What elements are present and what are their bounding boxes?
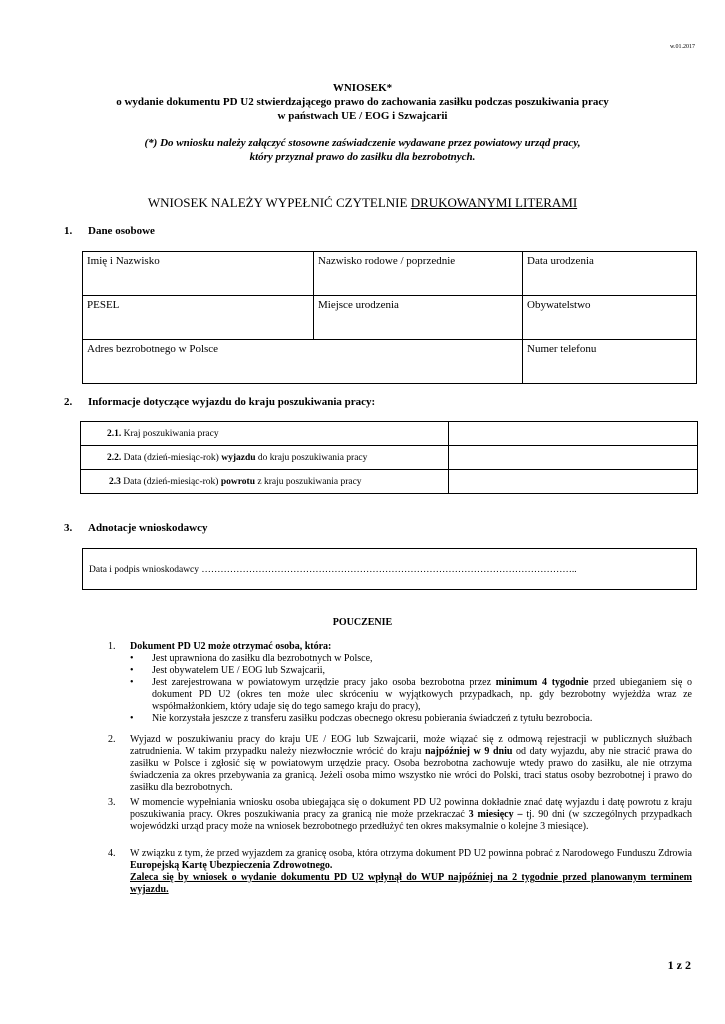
section-2-heading: 2. Informacje dotyczące wyjazdu do kraju poszukiwania pracy: bbox=[64, 396, 376, 408]
instruction-item-3: 3. W momencie wypełniania wniosku osoba ubiegająca się o dokument PD U2 powinna dokładnie znać datę wyjazdu i datę powrotu z kraju poszukiwania pracy. Okres poszukiwania pracy za granicą nie może przekraczać 3 miesięcy – tj. 90 dni (w szczególnych przypadkach wojewódzki urząd pracy może na wniosek bezrobotnego przedłużyć ten okres maksymalnie o kolejne 3 miesiące). bbox=[108, 797, 692, 832]
attachment-note: (*) Do wniosku należy załączyć stosowne zaświadczenie wydawane przez powiatowy urząd pracy, bbox=[144, 137, 581, 149]
departure-date-input[interactable] bbox=[449, 446, 698, 470]
travel-info-table bbox=[80, 421, 698, 494]
phone-field[interactable]: Numer telefonu bbox=[523, 340, 697, 384]
pesel-field[interactable]: PESEL bbox=[83, 296, 314, 340]
submission-advice: Zaleca się by wniosek o wydanie dokumentu PD U2 wpłynął do WUP najpóźniej na 2 tygodnie przed planowanym terminem wyjazdu. bbox=[130, 872, 692, 895]
instruction-item-2: 2. Wyjazd w poszukiwaniu pracy do kraju UE / EOG lub Szwajcarii, może wiązać się z odmową rejestracji w publicznych służbach zatrudnienia. W takim przypadku należy niezwłocznie wrócić do kraju najpóźniej w 9 dniu od daty wyjazdu, aby nie stracić prawa do zasiłku w Polsce i zgłosić się w powiatowym urzędzie pracy. Osoba bezrobotna zachowuje wtedy prawo do zasiłku, ale nie otrzyma świadczenia za okres przebywania za granicą. Jeżeli osoba mimo wszystko nie wróci do Polski, traci status osoby bezrobotnej i prawo do zasiłku dla bezrobotnych. bbox=[108, 734, 692, 793]
country-label: 2.1. Kraj poszukiwania pracy bbox=[81, 422, 449, 446]
personal-data-table bbox=[82, 251, 697, 384]
form-subtitle-countries: w państwach UE / EOG i Szwajcarii bbox=[277, 110, 448, 122]
birth-place-field[interactable]: Miejsce urodzenia bbox=[314, 296, 523, 340]
attachment-note-cont: który przyznał prawo do zasiłku dla bezrobotnych. bbox=[249, 151, 476, 163]
signature-box[interactable] bbox=[82, 548, 697, 590]
return-date-input[interactable] bbox=[449, 470, 698, 494]
citizenship-field[interactable]: Obywatelstwo bbox=[523, 296, 697, 340]
departure-date-label: 2.2. Data (dzień-miesiąc-rok) wyjazdu do kraju poszukiwania pracy bbox=[81, 446, 449, 470]
name-field[interactable]: Imię i Nazwisko bbox=[83, 252, 314, 296]
signature-label: Data i podpis wnioskodawcy ……………………………………………………………………………………………………….. bbox=[89, 565, 577, 575]
section-3-heading: 3. Adnotacje wnioskodawcy bbox=[64, 522, 208, 534]
form-version: w.01.2017 bbox=[670, 44, 695, 50]
return-date-label: 2.3 Data (dzień-miesiąc-rok) powrotu z kraju poszukiwania pracy bbox=[81, 470, 449, 494]
instruction-item-4: 4. W związku z tym, że przed wyjazdem za granicę osoba, która otrzyma dokument PD U2 powinna pobrać z Narodowego Funduszu Zdrowia Europejską Kartę Ubezpieczenia Zdrowotnego. Zaleca się by wniosek o wydanie dokumentu PD U2 wpłynął do WUP najpóźniej na 2 tygodnie przed planowanym terminem wyjazdu. bbox=[108, 848, 692, 895]
instructions-title: POUCZENIE bbox=[332, 617, 393, 628]
page-number: 1 z 2 bbox=[667, 958, 691, 972]
instruction-item-1: 1. Dokument PD U2 może otrzymać osoba, która: • Jest uprawniona do zasiłku dla bezrobotnych w Polsce, • Jest obywatelem UE / EOG lub Szwajcarii, • Jest zarejestrowana w powiatowym urzędzie pracy jako osoba bezrobotna przez minimum 4 tygodnie przed ubieganiem się o dokument PD U2 (okres ten może ulec skróceniu w wyjątkowych przypadkach, np. gdy bezrobotny wyjeżdża wraz ze współmałżonkiem, który udaje się do tego samego kraju do pracy), • Nie korzystała jeszcze z transferu zasiłku podczas obecnego okresu pobierania świadczeń z tytułu bezrobocia. bbox=[108, 641, 692, 725]
list-item: • Jest uprawniona do zasiłku dla bezrobotnych w Polsce, bbox=[130, 653, 692, 665]
birth-date-field[interactable]: Data urodzenia bbox=[523, 252, 697, 296]
list-item: • Jest zarejestrowana w powiatowym urzędzie pracy jako osoba bezrobotna przez minimum 4 tygodnie przed ubieganiem się o dokument PD U2 (okres ten może ulec skróceniu w wyjątkowych przypadkach, np. gdy bezrobotny wyjeżdża wraz ze współmałżonkiem, który udaje się do tego samego kraju do pracy), bbox=[130, 677, 692, 713]
form-title: WNIOSEK* bbox=[332, 82, 393, 94]
section-1-heading: 1. Dane osobowe bbox=[64, 225, 155, 237]
fill-instruction: WNIOSEK NALEŻY WYPEŁNIĆ CZYTELNIE DRUKOWANYMI LITERAMI bbox=[147, 195, 578, 210]
list-item: • Jest obywatelem UE / EOG lub Szwajcarii, bbox=[130, 665, 692, 677]
list-item: • Nie korzystała jeszcze z transferu zasiłku podczas obecnego okresu pobierania świadczeń z tytułu bezrobocia. bbox=[130, 713, 692, 725]
family-name-field[interactable]: Nazwisko rodowe / poprzednie bbox=[314, 252, 523, 296]
form-subtitle: o wydanie dokumentu PD U2 stwierdzającego prawo do zachowania zasiłku podczas poszukiwania pracy bbox=[116, 96, 609, 108]
country-input[interactable] bbox=[449, 422, 698, 446]
address-field[interactable]: Adres bezrobotnego w Polsce bbox=[83, 340, 523, 384]
